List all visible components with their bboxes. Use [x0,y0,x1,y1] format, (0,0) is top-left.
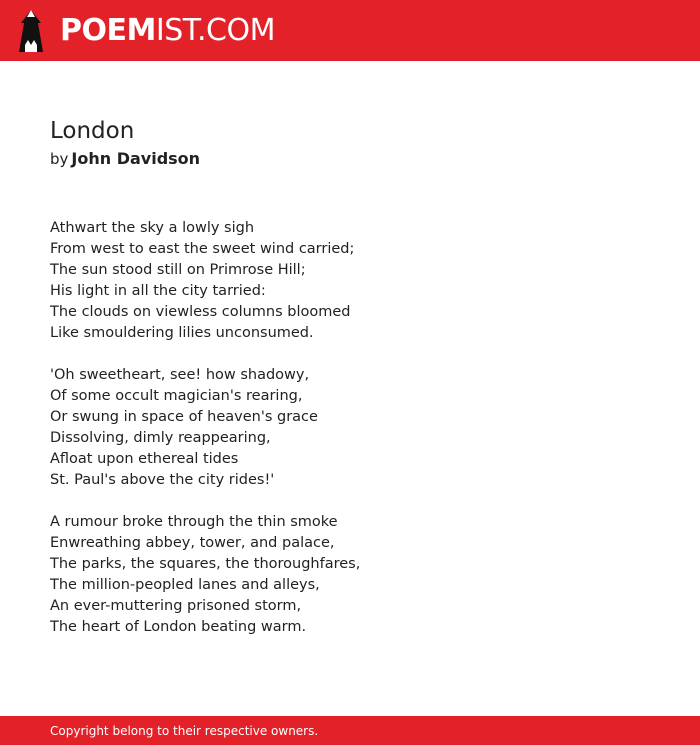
poem-title: London [50,118,135,144]
poem-line: An ever-muttering prisoned storm, [50,598,302,614]
brand-name [60,13,275,48]
stanza [50,218,650,344]
pencil-icon [16,9,46,53]
brand-name-strong: POEM [60,13,156,48]
poem-line: Dissolving, dimly reappearing, [50,430,271,446]
brand-name-light: IST.COM [155,13,275,48]
poem-content [50,116,650,659]
poem-line: Enwreathing abbey, tower, and palace, [50,535,335,551]
poem-line: The sun stood still on Primrose Hill; [50,262,306,278]
poem-line: From west to east the sweet wind carried; [50,241,355,257]
poem-body [50,218,650,638]
poem-line: 'Oh sweetheart, see! how shadowy, [50,367,310,383]
site-footer [0,716,700,745]
poem-line: Afloat upon ethereal tides [50,451,239,467]
poem-line: St. Paul's above the city rides!' [50,472,275,488]
poem-line: His light in all the city tarried: [50,283,266,299]
poem-line: A rumour broke through the thin smoke [50,514,338,530]
poem-line: The million-peopled lanes and alleys, [50,577,320,593]
stanza [50,512,650,638]
poem-line: Or swung in space of heaven's grace [50,409,318,425]
poem-line: The parks, the squares, the thoroughfares, [50,556,361,572]
author-name[interactable]: John Davidson [71,149,201,168]
stanza [50,365,650,491]
poem-byline [50,148,650,170]
poem-line: Athwart the sky a lowly sigh [50,220,255,236]
poem-line: Like smouldering lilies unconsumed. [50,325,314,341]
poem-line: The clouds on viewless columns bloomed [50,304,351,320]
poem-line: The heart of London beating warm. [50,619,307,635]
site-logo-link[interactable] [16,8,275,54]
copyright-text: Copyright belong to their respective owners. [50,724,319,738]
poem-line: Of some occult magician's rearing, [50,388,303,404]
site-header [0,0,700,61]
by-label: by [50,150,69,168]
